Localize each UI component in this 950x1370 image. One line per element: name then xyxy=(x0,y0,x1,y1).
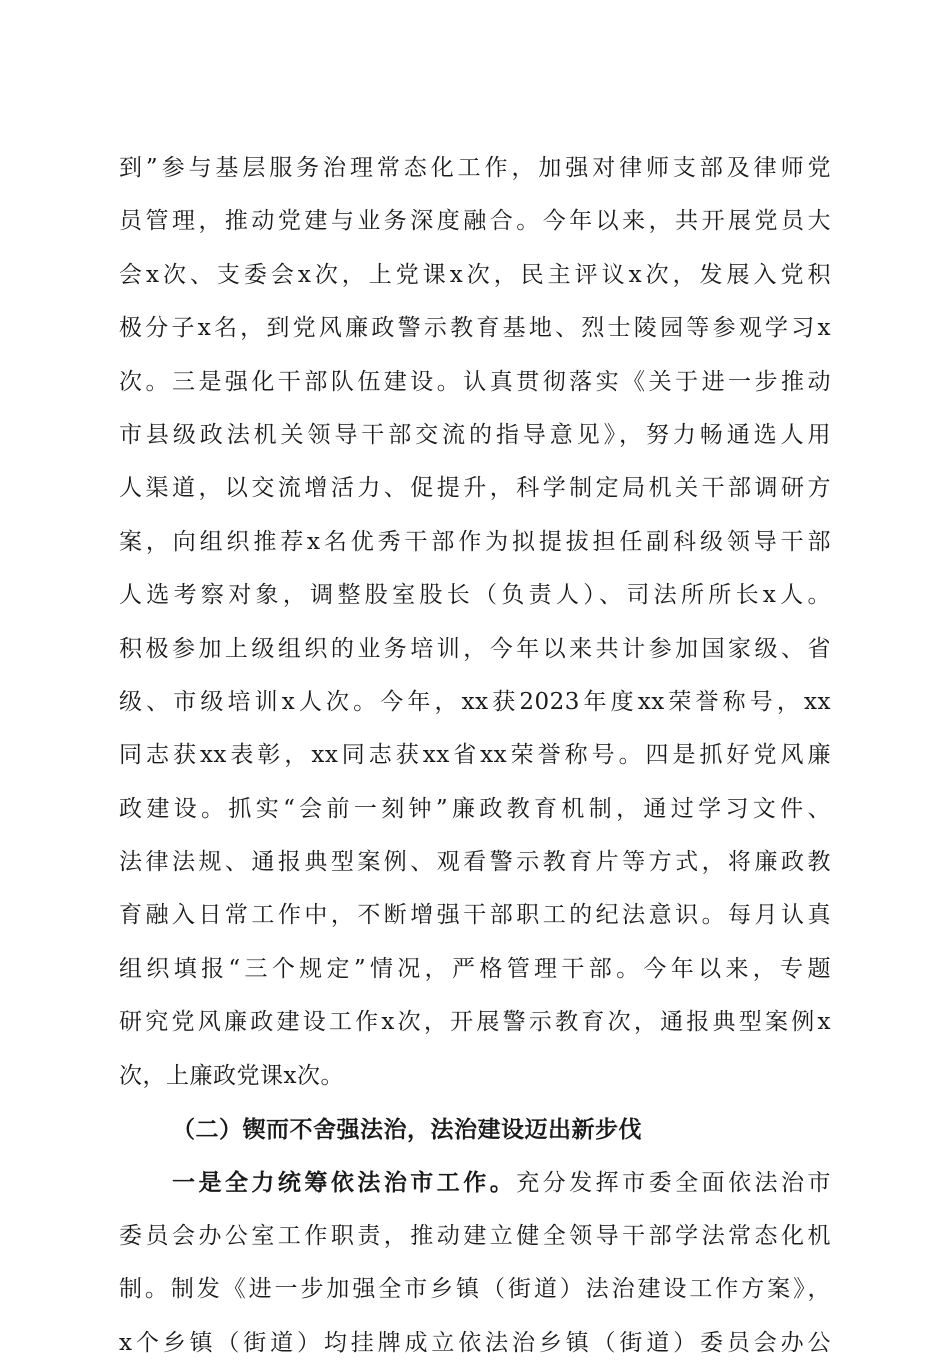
paragraph-line: x个乡镇（街道）均挂牌成立依法治乡镇（街道）委员会办公 xyxy=(119,1329,831,1356)
paragraph-line: 级、市级培训x人次。今年，xx获2023年度xx荣誉称号，xx xyxy=(119,688,831,715)
section-heading: （二）锲而不舍强法治，法治建设迈出新步伐 xyxy=(172,1116,642,1144)
document-body xyxy=(119,142,831,1370)
paragraph-line: 会x次、支委会x次，上党课x次，民主评议x次，发展入党积 xyxy=(119,261,831,288)
paragraph-line: 员管理，推动党建与业务深度融合。今年以来，共开展党员大 xyxy=(119,208,831,235)
paragraph-lead: 一是全力统筹依法治市工作。 xyxy=(172,1169,517,1197)
paragraph-text: 充分发挥市委全面依法治市 xyxy=(516,1170,832,1197)
paragraph-line: 制。制发《进一步加强全市乡镇（街道）法治建设工作方案》， xyxy=(119,1276,831,1303)
paragraph-line: 次，上廉政党课x次。 xyxy=(119,1062,344,1089)
paragraph-line: 法律法规、通报典型案例、观看警示教育片等方式，将廉政教 xyxy=(119,849,831,876)
paragraph-line: 人选考察对象，调整股室股长（负责人）、司法所所长x人。 xyxy=(119,582,831,609)
paragraph-line: 积极参加上级组织的业务培训，今年以来共计参加国家级、省 xyxy=(119,635,831,662)
paragraph-line: 到”参与基层服务治理常态化工作，加强对律师支部及律师党 xyxy=(119,155,831,181)
paragraph-line: 市县级政法机关领导干部交流的指导意见》，努力畅通选人用 xyxy=(119,421,831,448)
paragraph-line: 研究党风廉政建设工作x次，开展警示教育次，通报典型案例x xyxy=(119,1009,831,1036)
paragraph-line: 次。三是强化干部队伍建设。认真贯彻落实《关于进一步推动 xyxy=(119,368,831,395)
paragraph-line: 极分子x名，到党风廉政警示教育基地、烈士陵园等参观学习x xyxy=(119,315,831,342)
paragraph-line: 委员会办公室工作职责，推动建立健全领导干部学法常态化机 xyxy=(119,1222,831,1249)
paragraph-line: 组织填报“三个规定”情况，严格管理干部。今年以来，专题 xyxy=(119,955,831,982)
paragraph-line: 同志获xx表彰，xx同志获xx省xx荣誉称号。四是抓好党风廉 xyxy=(119,742,831,769)
paragraph-line: 育融入日常工作中，不断增强干部职工的纪法意识。每月认真 xyxy=(119,902,831,929)
paragraph-line xyxy=(119,1156,831,1209)
paragraph-line: 案，向组织推荐x名优秀干部作为拟提拔担任副科级领导干部 xyxy=(119,528,831,555)
paragraph-line: 政建设。抓实“会前一刻钟”廉政教育机制，通过学习文件、 xyxy=(119,795,831,822)
paragraph-line: 人渠道，以交流增活力、促提升，科学制定局机关干部调研方 xyxy=(119,475,831,502)
